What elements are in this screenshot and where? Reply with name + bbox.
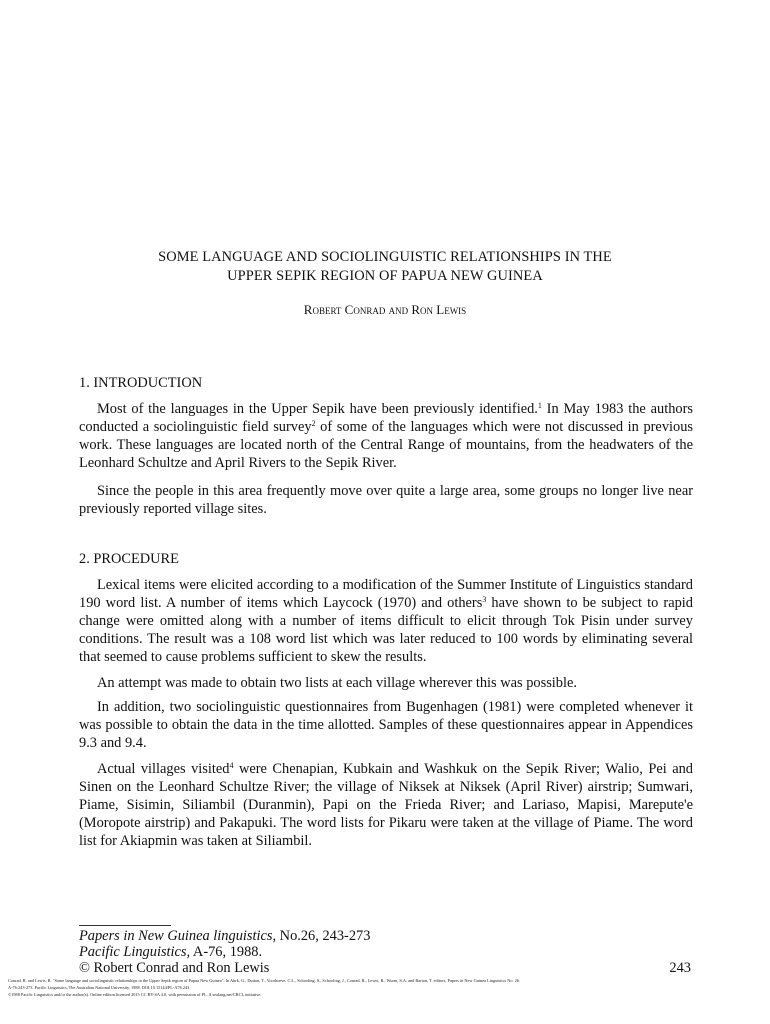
text-run: of some of the languages which were not discussed in previous work. These languages are located north of the Central Range of mountains, from the headwaters of the Leonhard Schultze and April Rivers to the Sepik River.	[79, 419, 693, 471]
citation-line-1: Conrad, R. and Lewis, R. "Some language and sociolinguistic relationships in the Upper Sepik region of Papua New Guinea". In Ahrk, G., Dutton, T., Voorhoeve, C.L., Schooling, S., Schooling, J., Conrad, R., Lewis, R., Wurm, S.A. and Barton, T. editors, Papers in New Guinea Linguistics No. 26.	[8, 978, 521, 983]
footnote-ref-4[interactable]: 4	[229, 761, 234, 770]
title-line-2: UPPER SEPIK REGION OF PAPUA NEW GUINEA	[227, 268, 543, 284]
paper-title	[0, 248, 770, 286]
series-number: No.26, 243-273	[276, 928, 371, 944]
paragraph-intro-1	[79, 400, 693, 472]
publisher-number: A-76, 1988.	[190, 944, 263, 960]
footer-publisher	[79, 944, 262, 960]
text-run: Actual villages visited	[97, 761, 230, 777]
footnote-ref-2[interactable]: 2	[311, 419, 316, 428]
text-run: Most of the languages in the Upper Sepik have been previously identified.	[97, 401, 538, 417]
series-title: Papers in New Guinea linguistics,	[79, 928, 277, 944]
text-run: Lexical items were elicited according to a modification of the Summer Institute of Linguistics standard 190 word list. A number of items which Laycock (1970) and others	[79, 577, 693, 611]
paragraph-procedure-2: An attempt was made to obtain two lists at each village wherever this was possible.	[97, 675, 577, 691]
footer-copyright: © Robert Conrad and Ron Lewis	[79, 960, 270, 976]
footnote-ref-3[interactable]: 3	[482, 595, 487, 604]
text-run: were Chenapian, Kubkain and Washkuk on the Sepik River; Walio, Pei and Sinen on the Leonhard Schultze River; the village of Niksek at Niksek (April River) airstrip; Sumwari, Piame, Sisimin, Siliambil (Duranmin), Papi on the Frieda River; and Lariaso, Mapisi, Marepute'e (Moropote airstrip) and Pakapuki. The word lists for Pikaru were taken at the village of Piame. The word list for Akiapmin was taken at Siliambil.	[79, 761, 694, 849]
section-heading-procedure: 2. PROCEDURE	[79, 551, 179, 567]
paragraph-procedure-4	[79, 760, 693, 850]
paragraph-intro-2: Since the people in this area frequently move over quite a large area, some groups no longer live near previously reported village sites.	[79, 483, 693, 517]
title-line-1: SOME LANGUAGE AND SOCIOLINGUISTIC RELATIONSHIPS IN THE	[158, 249, 612, 265]
text-run: have shown to be subject to rapid change were omitted along with a number of items difficult to elicit through Tok Pisin under survey conditions. The result was a 108 word list which was later reduced to 100 words by eliminating several that seemed to cause problems sufficient to skew the results.	[79, 595, 693, 665]
publisher-title: Pacific Linguistics,	[79, 944, 191, 960]
paragraph-procedure-1	[79, 576, 693, 666]
footer-series	[79, 928, 370, 944]
author-names: Robert Conrad and Ron Lewis	[303, 302, 467, 317]
citation-line-2[interactable]: A-76:243-273. Pacific Linguistics, The Australian National University, 1988. DOI:10.15144/PL-A76.243	[8, 985, 190, 990]
page-number: 243	[669, 960, 691, 976]
footnote-divider	[79, 925, 171, 926]
text-run: In May 1983 the authors conducted a sociolinguistic field survey	[79, 401, 693, 435]
citation-line-3: ©1988 Pacific Linguistics and/or the author(s). Online edition licensed 2015 CC BY-SA 4.0, with permission of PL. A sealang.net/CRCL initiative.	[8, 992, 262, 997]
footnote-ref-1[interactable]: 1	[537, 401, 542, 410]
paragraph-procedure-3: In addition, two sociolinguistic questionnaires from Bugenhagen (1981) were completed whenever it was possible to obtain the data in the time allotted. Samples of these questionnaires appear in Appendices 9.3 and 9.4.	[79, 699, 693, 751]
section-heading-introduction: 1. INTRODUCTION	[79, 375, 203, 391]
